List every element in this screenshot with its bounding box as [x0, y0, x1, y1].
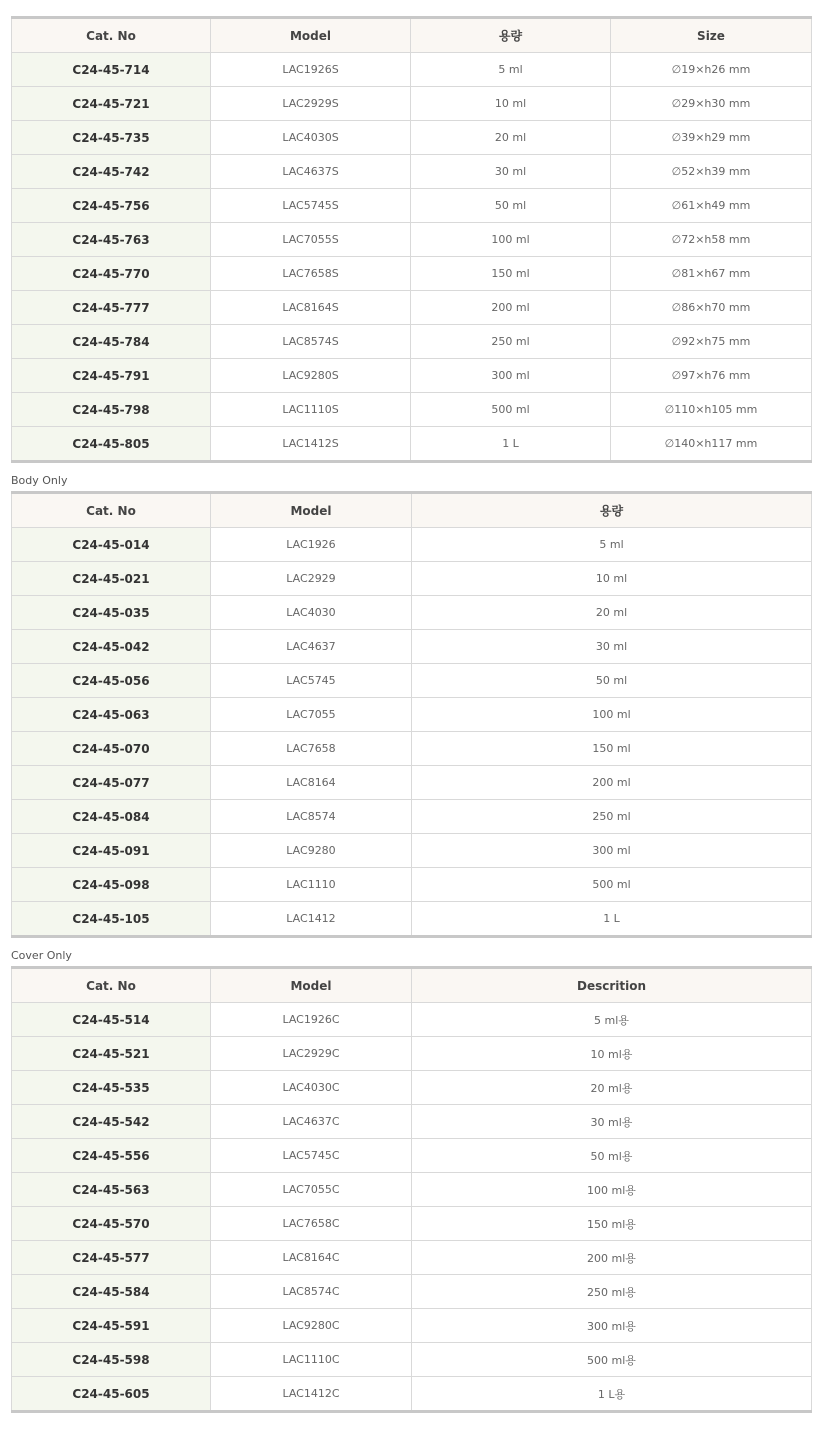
- model-cell: LAC8574C: [211, 1275, 412, 1309]
- cat-no-cell: C24-45-763: [12, 223, 211, 257]
- body-only-caption: Body Only: [11, 474, 68, 487]
- table-row: [12, 223, 812, 257]
- model-cell: LAC5745: [211, 664, 412, 698]
- model-cell: LAC2929S: [211, 87, 411, 121]
- cat-no-cell: C24-45-605: [12, 1377, 211, 1412]
- capacity-cell: 300 ml: [411, 359, 611, 393]
- table-row: [12, 87, 812, 121]
- model-cell: LAC7055: [211, 698, 412, 732]
- table-row: [12, 1105, 812, 1139]
- capacity-cell: 1 L: [411, 427, 611, 462]
- table-row: [12, 766, 812, 800]
- model-cell: LAC1412: [211, 902, 412, 937]
- full-set-table: [11, 16, 812, 463]
- model-cell: LAC4030S: [211, 121, 411, 155]
- cat-no-cell: C24-45-514: [12, 1003, 211, 1037]
- table-row: [12, 155, 812, 189]
- description-cell: 30 ml용: [412, 1105, 812, 1139]
- table-row: [12, 698, 812, 732]
- size-cell: ∅61×h49 mm: [611, 189, 812, 223]
- table-row: [12, 189, 812, 223]
- model-cell: LAC4637S: [211, 155, 411, 189]
- description-cell: 200 ml용: [412, 1241, 812, 1275]
- description-cell: 10 ml용: [412, 1037, 812, 1071]
- model-cell: LAC4637C: [211, 1105, 412, 1139]
- table-body: [12, 528, 812, 937]
- header-model: Model: [211, 493, 412, 528]
- model-cell: LAC4030C: [211, 1071, 412, 1105]
- cat-no-cell: C24-45-721: [12, 87, 211, 121]
- description-cell: 250 ml용: [412, 1275, 812, 1309]
- model-cell: LAC7658C: [211, 1207, 412, 1241]
- size-cell: ∅110×h105 mm: [611, 393, 812, 427]
- table-row: [12, 393, 812, 427]
- capacity-cell: 20 ml: [411, 121, 611, 155]
- table-row: [12, 1241, 812, 1275]
- table-row: [12, 800, 812, 834]
- cat-no-cell: C24-45-035: [12, 596, 211, 630]
- model-cell: LAC8164C: [211, 1241, 412, 1275]
- cat-no-cell: C24-45-021: [12, 562, 211, 596]
- model-cell: LAC9280C: [211, 1309, 412, 1343]
- capacity-cell: 150 ml: [411, 257, 611, 291]
- model-cell: LAC1110S: [211, 393, 411, 427]
- table-row: [12, 596, 812, 630]
- table-row: [12, 1037, 812, 1071]
- table-body: [12, 1003, 812, 1412]
- size-cell: ∅92×h75 mm: [611, 325, 812, 359]
- cat-no-cell: C24-45-056: [12, 664, 211, 698]
- model-cell: LAC5745S: [211, 189, 411, 223]
- capacity-cell: 250 ml: [411, 325, 611, 359]
- table-row: [12, 630, 812, 664]
- table-row: [12, 121, 812, 155]
- cat-no-cell: C24-45-098: [12, 868, 211, 902]
- description-cell: 1 L용: [412, 1377, 812, 1412]
- model-cell: LAC1926C: [211, 1003, 412, 1037]
- table-row: [12, 1275, 812, 1309]
- model-cell: LAC1926S: [211, 53, 411, 87]
- capacity-cell: 100 ml: [411, 223, 611, 257]
- table-row: [12, 834, 812, 868]
- cat-no-cell: C24-45-784: [12, 325, 211, 359]
- table-row: [12, 1343, 812, 1377]
- header-model: Model: [211, 18, 411, 53]
- size-cell: ∅86×h70 mm: [611, 291, 812, 325]
- cat-no-cell: C24-45-584: [12, 1275, 211, 1309]
- cat-no-cell: C24-45-591: [12, 1309, 211, 1343]
- table-row: [12, 528, 812, 562]
- model-cell: LAC2929C: [211, 1037, 412, 1071]
- cat-no-cell: C24-45-742: [12, 155, 211, 189]
- size-cell: ∅52×h39 mm: [611, 155, 812, 189]
- table-row: [12, 868, 812, 902]
- size-cell: ∅81×h67 mm: [611, 257, 812, 291]
- table-row: [12, 1003, 812, 1037]
- cat-no-cell: C24-45-756: [12, 189, 211, 223]
- capacity-cell: 200 ml: [412, 766, 812, 800]
- capacity-cell: 50 ml: [412, 664, 812, 698]
- cat-no-cell: C24-45-556: [12, 1139, 211, 1173]
- description-cell: 300 ml용: [412, 1309, 812, 1343]
- cover-only-caption: Cover Only: [11, 949, 72, 962]
- cat-no-cell: C24-45-084: [12, 800, 211, 834]
- cat-no-cell: C24-45-077: [12, 766, 211, 800]
- capacity-cell: 500 ml: [411, 393, 611, 427]
- description-cell: 150 ml용: [412, 1207, 812, 1241]
- header-model: Model: [211, 968, 412, 1003]
- table-row: [12, 359, 812, 393]
- capacity-cell: 300 ml: [412, 834, 812, 868]
- model-cell: LAC2929: [211, 562, 412, 596]
- description-cell: 20 ml용: [412, 1071, 812, 1105]
- cat-no-cell: C24-45-542: [12, 1105, 211, 1139]
- cat-no-cell: C24-45-535: [12, 1071, 211, 1105]
- capacity-cell: 10 ml: [411, 87, 611, 121]
- model-cell: LAC1926: [211, 528, 412, 562]
- capacity-cell: 20 ml: [412, 596, 812, 630]
- table-row: [12, 1207, 812, 1241]
- model-cell: LAC1110C: [211, 1343, 412, 1377]
- header-description: Descrition: [412, 968, 812, 1003]
- cat-no-cell: C24-45-063: [12, 698, 211, 732]
- capacity-cell: 200 ml: [411, 291, 611, 325]
- model-cell: LAC4030: [211, 596, 412, 630]
- cat-no-cell: C24-45-577: [12, 1241, 211, 1275]
- description-cell: 500 ml용: [412, 1343, 812, 1377]
- header-cat-no: Cat. No: [12, 968, 211, 1003]
- capacity-cell: 1 L: [412, 902, 812, 937]
- model-cell: LAC1412S: [211, 427, 411, 462]
- cat-no-cell: C24-45-598: [12, 1343, 211, 1377]
- table-row: [12, 291, 812, 325]
- table-header-row: [12, 18, 812, 53]
- table-row: [12, 732, 812, 766]
- table-row: [12, 664, 812, 698]
- cat-no-cell: C24-45-805: [12, 427, 211, 462]
- cat-no-cell: C24-45-563: [12, 1173, 211, 1207]
- cat-no-cell: C24-45-521: [12, 1037, 211, 1071]
- table-row: [12, 562, 812, 596]
- body-only-table: [11, 491, 812, 938]
- capacity-cell: 10 ml: [412, 562, 812, 596]
- cover-only-table: [11, 966, 812, 1413]
- size-cell: ∅39×h29 mm: [611, 121, 812, 155]
- cat-no-cell: C24-45-770: [12, 257, 211, 291]
- table-row: [12, 325, 812, 359]
- model-cell: LAC1412C: [211, 1377, 412, 1412]
- cat-no-cell: C24-45-791: [12, 359, 211, 393]
- cat-no-cell: C24-45-070: [12, 732, 211, 766]
- table-row: [12, 1139, 812, 1173]
- size-cell: ∅72×h58 mm: [611, 223, 812, 257]
- capacity-cell: 150 ml: [412, 732, 812, 766]
- table-row: [12, 1071, 812, 1105]
- cat-no-cell: C24-45-798: [12, 393, 211, 427]
- model-cell: LAC7055S: [211, 223, 411, 257]
- cat-no-cell: C24-45-777: [12, 291, 211, 325]
- cat-no-cell: C24-45-014: [12, 528, 211, 562]
- cat-no-cell: C24-45-091: [12, 834, 211, 868]
- table-row: [12, 53, 812, 87]
- header-capacity: 용량: [411, 18, 611, 53]
- model-cell: LAC7658: [211, 732, 412, 766]
- table-header-row: [12, 968, 812, 1003]
- description-cell: 100 ml용: [412, 1173, 812, 1207]
- capacity-cell: 30 ml: [412, 630, 812, 664]
- table-row: [12, 1309, 812, 1343]
- header-size: Size: [611, 18, 812, 53]
- model-cell: LAC9280S: [211, 359, 411, 393]
- model-cell: LAC7055C: [211, 1173, 412, 1207]
- table-header-row: [12, 493, 812, 528]
- capacity-cell: 100 ml: [412, 698, 812, 732]
- cat-no-cell: C24-45-735: [12, 121, 211, 155]
- model-cell: LAC8164: [211, 766, 412, 800]
- size-cell: ∅19×h26 mm: [611, 53, 812, 87]
- capacity-cell: 500 ml: [412, 868, 812, 902]
- cat-no-cell: C24-45-714: [12, 53, 211, 87]
- table-row: [12, 427, 812, 462]
- table-row: [12, 1377, 812, 1412]
- table-row: [12, 257, 812, 291]
- model-cell: LAC8164S: [211, 291, 411, 325]
- model-cell: LAC8574: [211, 800, 412, 834]
- capacity-cell: 5 ml: [412, 528, 812, 562]
- description-cell: 5 ml용: [412, 1003, 812, 1037]
- header-capacity: 용량: [412, 493, 812, 528]
- model-cell: LAC4637: [211, 630, 412, 664]
- capacity-cell: 5 ml: [411, 53, 611, 87]
- size-cell: ∅29×h30 mm: [611, 87, 812, 121]
- cat-no-cell: C24-45-105: [12, 902, 211, 937]
- model-cell: LAC8574S: [211, 325, 411, 359]
- capacity-cell: 30 ml: [411, 155, 611, 189]
- table-row: [12, 1173, 812, 1207]
- cat-no-cell: C24-45-570: [12, 1207, 211, 1241]
- model-cell: LAC7658S: [211, 257, 411, 291]
- table-body: [12, 53, 812, 462]
- capacity-cell: 50 ml: [411, 189, 611, 223]
- header-cat-no: Cat. No: [12, 493, 211, 528]
- size-cell: ∅97×h76 mm: [611, 359, 812, 393]
- model-cell: LAC1110: [211, 868, 412, 902]
- size-cell: ∅140×h117 mm: [611, 427, 812, 462]
- cat-no-cell: C24-45-042: [12, 630, 211, 664]
- capacity-cell: 250 ml: [412, 800, 812, 834]
- model-cell: LAC9280: [211, 834, 412, 868]
- model-cell: LAC5745C: [211, 1139, 412, 1173]
- description-cell: 50 ml용: [412, 1139, 812, 1173]
- table-row: [12, 902, 812, 937]
- header-cat-no: Cat. No: [12, 18, 211, 53]
